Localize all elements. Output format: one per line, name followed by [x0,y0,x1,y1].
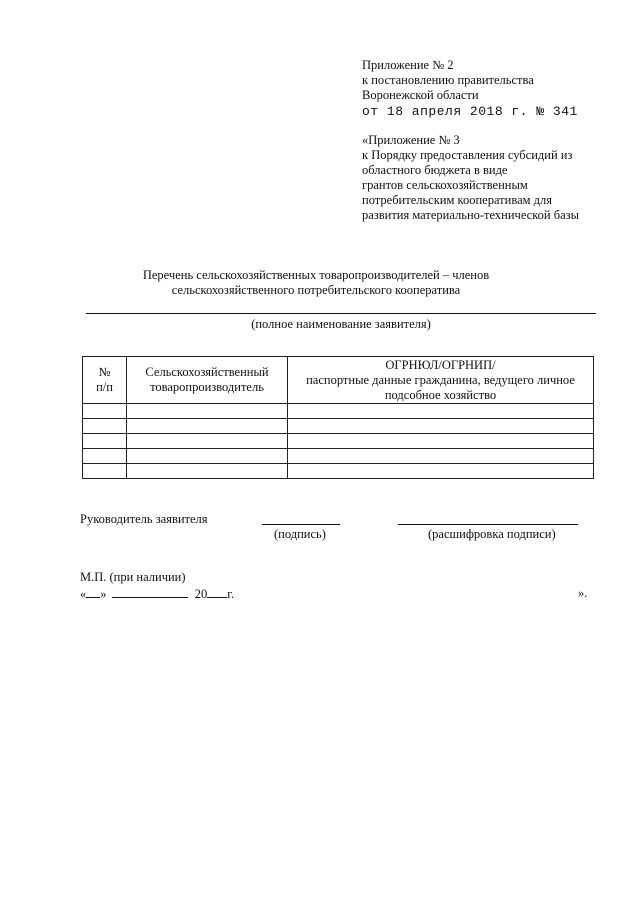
appendix-3-line: к Порядку предоставления субсидий из [362,148,573,162]
appendix-2-line: Приложение № 2 [362,58,454,72]
table-cell[interactable] [288,434,594,449]
applicant-name-line [86,313,596,314]
appendix-2-line: Воронежской области [362,88,479,102]
title-line-1: Перечень сельскохозяйственных товаропроизводителей – членов [142,268,490,282]
appendix-3-line: областного бюджета в виде [362,163,508,177]
date-year-prefix: 20 [194,587,208,601]
table-cell[interactable] [127,434,288,449]
signature-line[interactable] [262,524,340,525]
table-cell[interactable] [83,464,127,479]
table-header-row [83,357,594,404]
appendix-3-line: развития материально-технической базы [362,208,579,222]
date-month-blank[interactable] [112,586,188,598]
table-cell[interactable] [83,404,127,419]
table-row [83,464,594,479]
date-open-quote: « [80,587,87,601]
appendix-2-line: к постановлению правительства [362,73,534,87]
table-row [83,434,594,449]
table-cell[interactable] [288,404,594,419]
table-cell[interactable] [83,434,127,449]
stamp-label: М.П. (при наличии) [80,570,186,584]
signature-decode-hint: (расшифровка подписи) [428,527,556,541]
header-producer: Сельскохозяйственный товаропроизводитель [127,357,288,404]
table-cell[interactable] [288,449,594,464]
table-cell[interactable] [127,449,288,464]
table-row [83,419,594,434]
members-table [82,356,594,479]
date-line [80,586,234,602]
date-close-quote: » [100,587,107,601]
date-year-suffix: г. [227,587,235,601]
header-number: № п/п [83,357,127,404]
date-day-blank[interactable] [86,586,100,598]
table-cell[interactable] [127,419,288,434]
table-cell[interactable] [127,464,288,479]
signature-decode-line[interactable] [398,524,578,525]
table-cell[interactable] [288,464,594,479]
appendix-3-block [362,133,579,223]
appendix-3-line: «Приложение № 3 [362,133,460,147]
document-title [80,268,552,298]
table-row [83,404,594,419]
table-cell[interactable] [83,419,127,434]
signer-label: Руководитель заявителя [80,512,208,526]
table-cell[interactable] [83,449,127,464]
appendix-3-line: грантов сельскохозяйственным [362,178,528,192]
applicant-name-hint: (полное наименование заявителя) [251,317,431,331]
table-cell[interactable] [127,404,288,419]
table-cell[interactable] [288,419,594,434]
signature-hint: (подпись) [274,527,326,541]
table-row [83,449,594,464]
order-date-number: от 18 апреля 2018 г. № 341 [362,104,578,119]
appendix-3-line: потребительским кооперативам для [362,193,553,207]
appendix-2-block [362,58,578,120]
closing-quote: ». [578,586,588,600]
header-registration: ОГРНЮЛ/ОГРНИП/ паспортные данные гражданина, ведущего личное подсобное хозяйство [288,357,594,404]
date-year-blank[interactable] [207,586,227,598]
title-line-2: сельскохозяйственного потребительского кооператива [171,283,461,297]
